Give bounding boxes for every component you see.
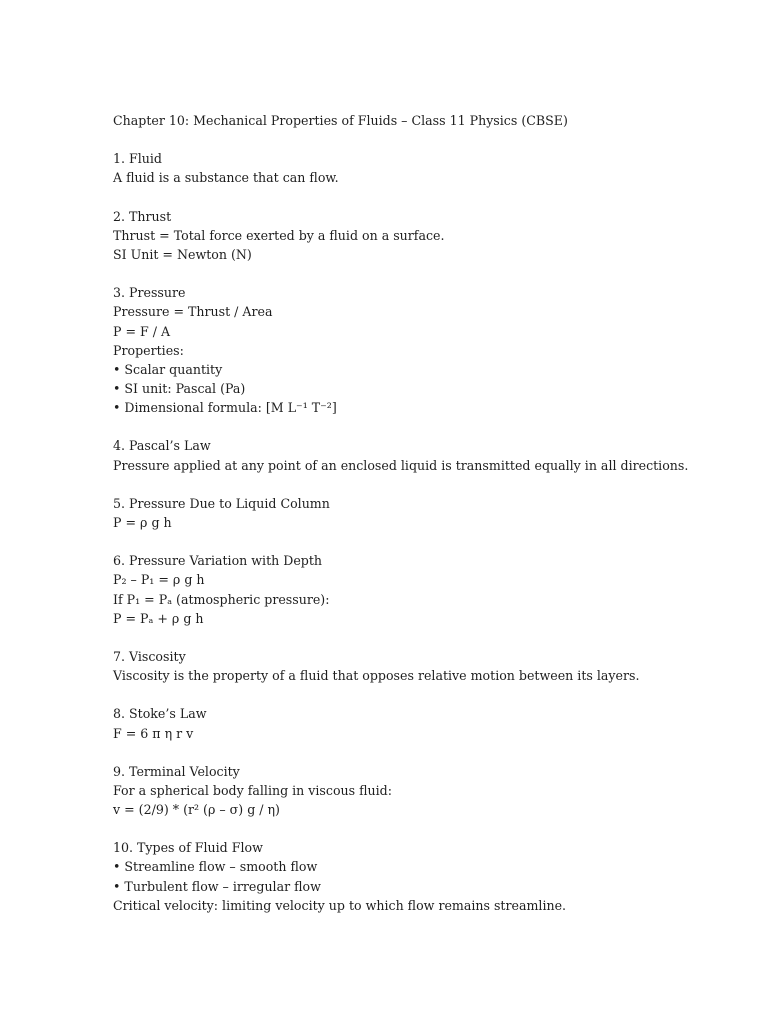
bullet-item: • Streamline flow – smooth flow [113,859,318,875]
section-heading-depth: 6. Pressure Variation with Depth [113,553,323,569]
section-line: Thrust = Total force exerted by a fluid on a surface. [113,227,445,243]
section-line: P = F / A [113,323,171,339]
document-body [113,111,713,915]
bullet-item: • Dimensional formula: [M L⁻¹ T⁻²] [113,400,337,416]
section-line: Viscosity is the property of a fluid that opposes relative motion between its layers. [113,668,640,684]
bullet-item: • Turbulent flow – irregular flow [113,878,321,894]
section-line: Pressure = Thrust / Area [113,304,273,320]
section-heading-stokes-law: 8. Stoke’s Law [113,706,207,722]
section-heading-fluid: 1. Fluid [113,151,162,167]
section-line: For a spherical body falling in viscous fluid: [113,782,392,798]
section-line: P₂ – P₁ = ρ g h [113,572,205,588]
spacer [113,743,713,762]
section-line: Properties: [113,342,184,358]
bullet-item: • SI unit: Pascal (Pa) [113,380,246,396]
section-line: SI Unit = Newton (N) [113,246,252,262]
spacer [113,819,713,838]
section-heading-thrust: 2. Thrust [113,208,172,224]
spacer [113,417,713,436]
section-line: P = ρ g h [113,514,172,530]
bullet-item: • Scalar quantity [113,361,223,377]
section-heading-pressure: 3. Pressure [113,285,186,301]
section-line: Critical velocity: limiting velocity up to which flow remains streamline. [113,897,567,913]
section-line: F = 6 π η r v [113,725,194,741]
section-heading-fluid-flow: 10. Types of Fluid Flow [113,840,263,856]
spacer [113,628,713,647]
section-line: A fluid is a substance that can flow. [113,170,339,186]
section-heading-liquid-column: 5. Pressure Due to Liquid Column [113,495,330,511]
section-line: Pressure applied at any point of an enclosed liquid is transmitted equally in all directions. [113,457,689,473]
section-heading-pascals-law: 4. Pascal’s Law [113,438,211,454]
section-line: P = Pₐ + ρ g h [113,610,204,626]
spacer [113,475,713,494]
section-line: v = (2/9) * (r² (ρ – σ) g / η) [113,802,280,818]
spacer [113,685,713,704]
section-heading-viscosity: 7. Viscosity [113,648,186,664]
section-heading-terminal-velocity: 9. Terminal Velocity [113,763,240,779]
section-line: If P₁ = Pₐ (atmospheric pressure): [113,591,330,607]
spacer [113,130,713,149]
spacer [113,264,713,283]
document-title: Chapter 10: Mechanical Properties of Fluids – Class 11 Physics (CBSE) [113,113,568,128]
spacer [113,188,713,207]
spacer [113,532,713,551]
